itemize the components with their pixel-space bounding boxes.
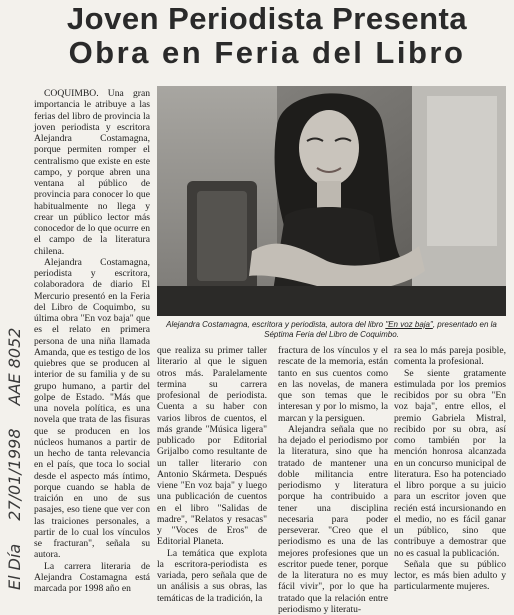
headline xyxy=(22,2,512,70)
article-column-2 xyxy=(157,345,267,604)
paragraph: Se siente gratamente estimulada por los premios recibidos por su obra "En voz baja", entre ellos, el premio Gabriela Mistral, recibido por su obra, así como también por la mención honrosa alcanzada en un concurso municipal de literatura. Eso ha potenciado el libro porque a su juicio para un escritor joven que recién está incursionando en el medio, no es fácil ganar un público, sino que contribuye a demostrar que no es casual la publicación. xyxy=(394,367,506,559)
headline-line-2: Obra en Feria del Libro xyxy=(68,35,466,70)
paragraph: COQUIMBO. Una gran importancia le atribuye a las ferias del libro de provincia la joven periodista y escritora Alejandra Costamagna, porque permiten romper el centralismo que existe en este campo, y porque abren una ventana al público de provincia para conocer lo que habitualmente no llega y crear un público lector más conocedor de lo que ocurre en el campo de la literatura chilena. xyxy=(34,88,150,257)
article-column-1 xyxy=(34,88,150,598)
paragraph: Alejandra Costamagna, periodista y escritora, colaboradora de diario El Mercurio presentó en la Feria del Libro de Coquimbo, su última obra "En voz baja" que es el relato en primera persona de una niña llamada Amanda, que es testigo de los quiebres que se producen al interior de su familia y de su grupo humano, a partir del golpe de Estado. "Más que una novela política, es una novela que trata de las fisuras que se producen en los núcleos humanos a partir de un hecho de tanta relevancia en el país, que toca lo social desde el aspecto más íntimo, porque cuando se habla de traición en uno de sus pasajes, eso tiene que ver con las traiciones personales, a partir de lo cual los vínculos se fracturan", señala su autora. xyxy=(34,256,150,561)
photo-caption xyxy=(157,320,506,340)
article-column-3 xyxy=(278,345,388,615)
headline-line-1: Joven Periodista Presenta xyxy=(66,1,468,36)
paragraph: fractura de los vínculos y el rescate de la memoria, están tanto en sus cuentos como en las novelas, de manera que son temas que le interesan y por lo mismo, la marcan y la persiguen. xyxy=(278,345,388,424)
paragraph: Alejandra señala que no ha dejado el periodismo por la literatura, sino que ha tratado de mantener una doble militancia entre periodismo y literatura porque ha contribuido a tener una disciplina necesaria para poder perseverar. "Creo que el periodismo es una de las mejores profesiones que un escritor puede tener, porque de la literatura no es muy fácil vivir", por lo que ha tratado que la relación entre periodismo y literatu- xyxy=(278,423,388,615)
caption-text: , escritora y periodista, autora del libro xyxy=(247,320,386,329)
paragraph: La carrera literaria de Alejandra Costamagna está marcada por 1998 año en xyxy=(34,560,150,594)
photo-illustration xyxy=(157,86,506,316)
paragraph: La temática que explota la escritora-periodista es variada, pero señala que de un análisis a sus obras, las temáticas de la tradición, la xyxy=(157,547,267,604)
caption-text-end: , presentado en la Séptima Feria del Libro de Coquimbo. xyxy=(264,320,497,339)
caption-book-title: "En voz baja" xyxy=(385,320,433,329)
paragraph: ra sea lo más pareja posible, comenta la profesional. xyxy=(394,345,506,368)
note-date: 27/01/1998 xyxy=(5,428,24,521)
handwritten-archive-note xyxy=(2,30,28,590)
author-photo xyxy=(157,86,506,316)
paragraph: que realiza su primer taller literario al que le siguen otros más. Paralelamente termina su carrera profesional de periodista. Cuenta a su haber con varios libros de cuentos, el más grande "Música ligera" publicado por Editorial Grijalbo como resultante de un taller literario con Antonio Skármeta. Después viene "En voz baja" y luego una publicación de cuentos en el libro "Salidas de madre", "Relatos y resacas" y "Voces de Eros" de Editorial Planeta. xyxy=(157,345,267,548)
caption-name: Alejandra Costamagna xyxy=(166,320,248,329)
note-code: AAE 8052 xyxy=(5,327,24,406)
article-column-4 xyxy=(394,345,506,598)
note-source: El Día xyxy=(5,543,24,590)
paragraph: Señala que su público lector, es más bien adulto y particularmente mujeres. xyxy=(394,558,506,593)
